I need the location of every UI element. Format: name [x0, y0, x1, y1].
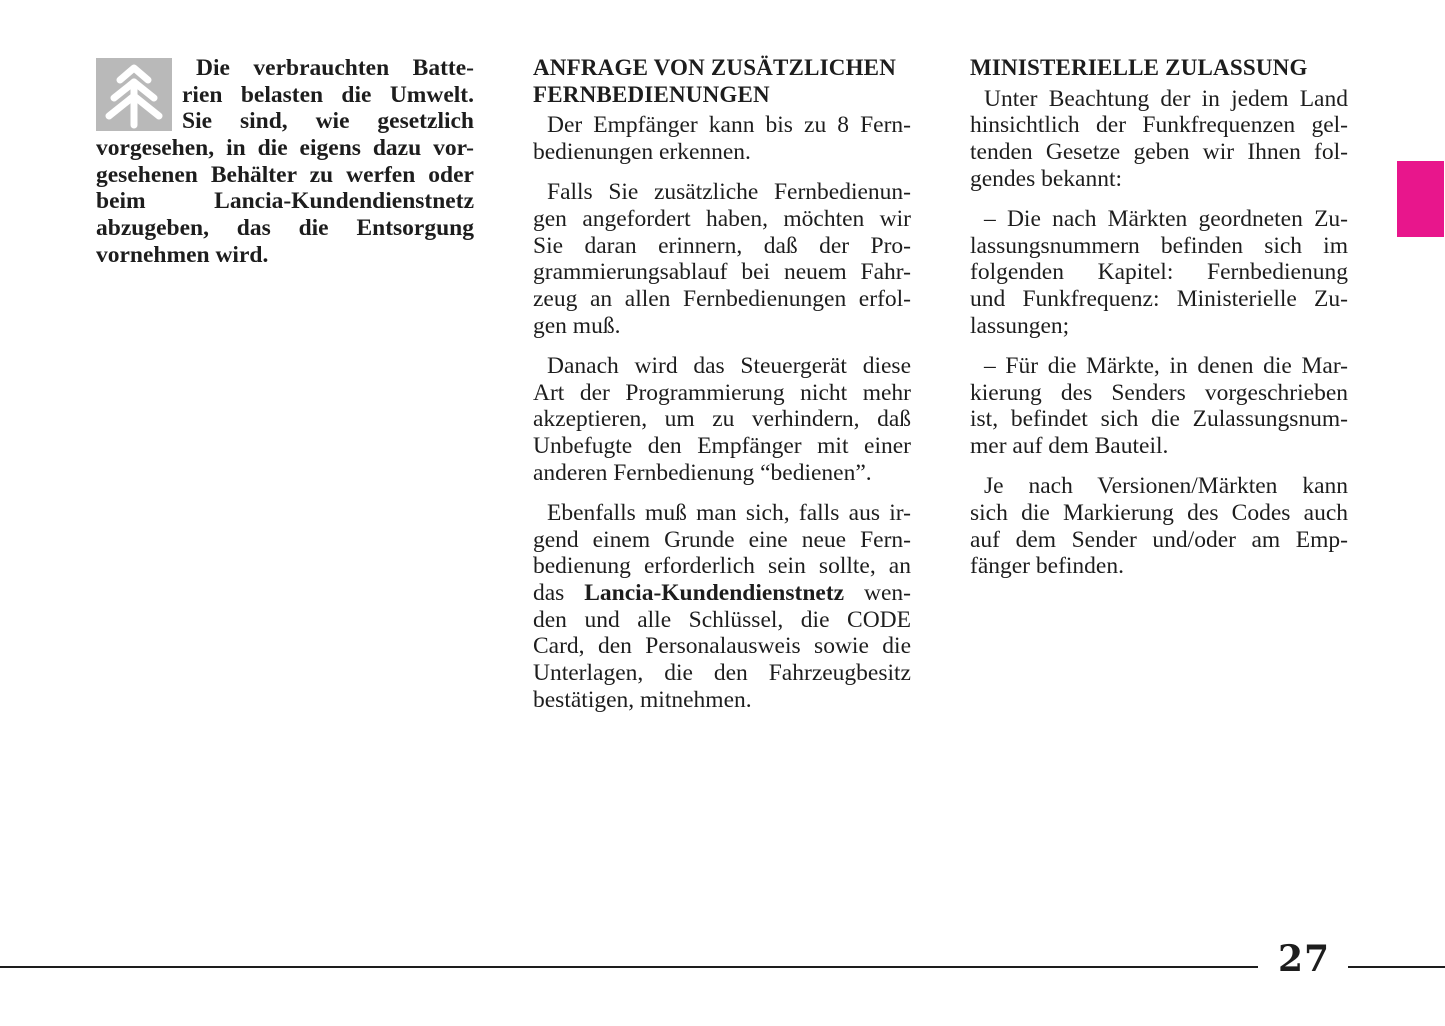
text-line: gesehenen Behälter zu werfen oder [96, 161, 474, 188]
text-line: Art der Programmierung nicht mehr [533, 379, 911, 406]
text-line: kierung des Senders vorgeschrieben [970, 379, 1348, 406]
text-line: bedienungen erkennen. [533, 139, 751, 166]
text-line: gen muß. [533, 312, 621, 339]
emphasis: Lancia-Kundendienstnetz [584, 579, 845, 606]
text-line: vorgesehen, in die eigens dazu vor- [96, 135, 474, 162]
text-line: mer auf dem Bauteil. [970, 432, 1169, 459]
paragraph [970, 86, 1348, 193]
ministerial-approval-section [970, 55, 1348, 593]
text-line: folgenden Kapitel: Fernbedienung [970, 259, 1348, 286]
page-number: 27 [1278, 938, 1331, 980]
text-line: abzugeben, das die Entsorgung [96, 215, 474, 242]
section-heading [970, 55, 1348, 82]
text-line: auf dem Sender und/oder am Emp- [970, 526, 1348, 553]
text-line: Sie sind, wie gesetzlich [182, 108, 474, 135]
paragraph [970, 353, 1348, 460]
text-line: grammierungsablauf bei neuem Fahr- [533, 259, 911, 286]
text-line: Ebenfalls muß man sich, falls aus ir- [547, 499, 911, 526]
text-line: FERNBEDIENUNGEN [533, 81, 770, 107]
text-line: vornehmen wird. [96, 241, 269, 268]
text-line: und Funkfrequenz: Ministerielle Zu- [970, 286, 1348, 312]
text-line: gen angefordert haben, möchten wir [533, 205, 911, 232]
additional-remotes-section [533, 55, 911, 727]
text-line: Unterlagen, die den Fahrzeugbesitz [533, 659, 911, 686]
text-line: gend einem Grunde eine neue Fern- [533, 526, 911, 553]
text-line: akzeptieren, um zu verhindern, daß [533, 406, 911, 433]
text-line: Falls Sie zusätzliche Fernbedienun- [547, 179, 911, 206]
text-line: den und alle Schlüssel, die CODE [533, 606, 911, 633]
text-line: beim Lancia-Kundendienstnetz [96, 188, 474, 215]
text-line: tenden Gesetze geben wir Ihnen fol- [970, 139, 1348, 166]
text-line: MINISTERIELLE ZULASSUNG [970, 55, 1308, 80]
text-line: ist, befindet sich die Zulassungsnum- [970, 406, 1348, 433]
paragraph [970, 473, 1348, 580]
footer-rule-right [1348, 966, 1445, 968]
text-line: ANFRAGE VON ZUSÄTZLICHEN [533, 55, 897, 80]
section-tab-marker [1397, 161, 1444, 237]
text-line: Card, den Personalausweis sowie die [533, 633, 911, 660]
text-line: bedienung erforderlich sein sollte, an [533, 553, 911, 580]
text-line: lassungsnummern befinden sich im [970, 232, 1348, 259]
text-line: Unbefugte den Empfänger mit einer [533, 432, 911, 459]
text-line: Je nach Versionen/Märkten kann [984, 473, 1348, 500]
text-line: Unter Beachtung der in jedem Land [984, 85, 1348, 112]
paragraph [533, 353, 911, 486]
paragraph [533, 112, 911, 165]
text-line: – Für die Märkte, in denen die Mar- [984, 352, 1348, 379]
text-line: rien belasten die Umwelt. [182, 81, 474, 108]
text-line: gendes bekannt: [970, 165, 1123, 192]
text-line: sich die Markierung des Codes auch [970, 499, 1348, 526]
text-line: Der Empfänger kann bis zu 8 Fern- [547, 112, 911, 139]
text-line: das Lancia-Kundendienstnetz wen- [533, 579, 911, 606]
text-line: anderen Fernbedienung “bedienen”. [533, 459, 872, 486]
section-heading [533, 55, 911, 108]
text-line: lassungen; [970, 312, 1070, 339]
text-line: Die verbrauchten Batte- [196, 55, 474, 81]
text-line: Sie daran erinnern, daß der Pro- [533, 232, 911, 259]
paragraph [533, 179, 911, 339]
paragraph [533, 500, 911, 714]
text-line: bestätigen, mitnehmen. [533, 686, 752, 713]
battery-disposal-note [96, 55, 474, 269]
text-line: zeug an allen Fernbedienungen erfol- [533, 286, 911, 312]
text-line: fänger befinden. [970, 553, 1124, 580]
text-line: Danach wird das Steuergerät diese [547, 352, 911, 379]
footer-rule-left [0, 966, 1258, 968]
text-line: hinsichtlich der Funkfrequenzen gel- [970, 112, 1348, 139]
text-line: – Die nach Märkten geordneten Zu- [984, 205, 1348, 232]
paragraph [970, 206, 1348, 339]
